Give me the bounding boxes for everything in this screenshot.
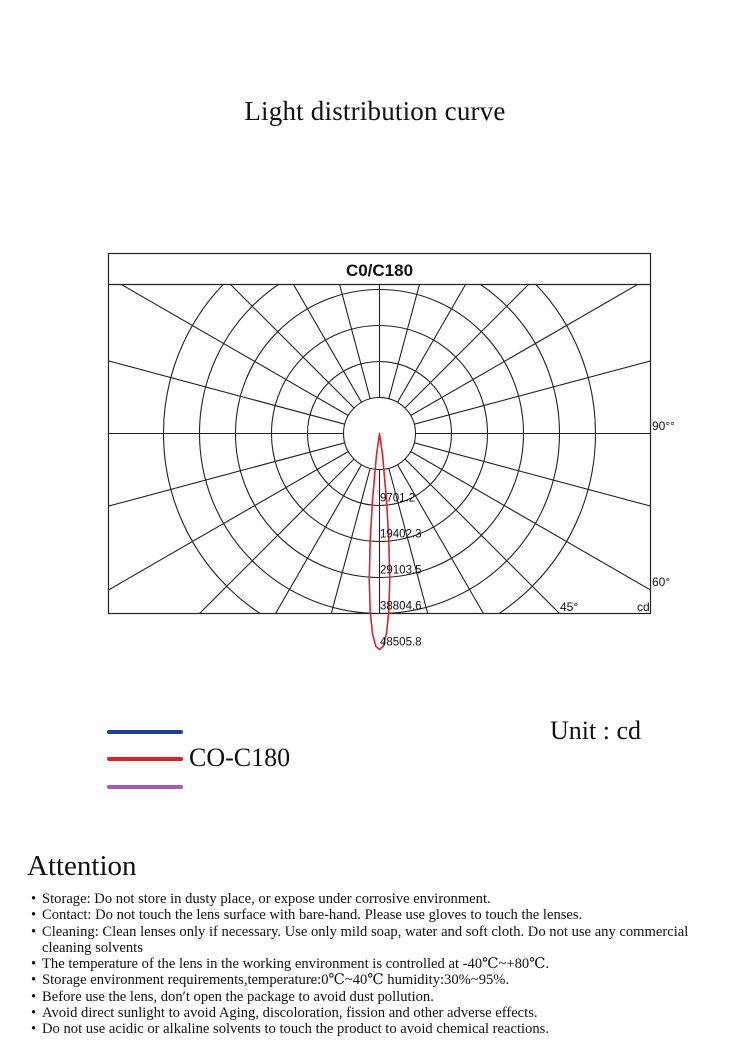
attention-list bbox=[31, 891, 731, 1038]
grid-spoke bbox=[0, 0, 354, 408]
grid-spoke bbox=[0, 443, 345, 641]
attention-item-temperature: • The temperature of the lens in the working environment is controlled at -40℃~+80℃. bbox=[31, 956, 731, 972]
attention-item-storage-environment: • Storage environment requirements,temperature:0℃~40℃ humidity:30%~95%. bbox=[31, 972, 731, 988]
plane-label: C0/C180 bbox=[345, 261, 414, 280]
legend-label: CO-C180 bbox=[189, 743, 291, 772]
grid-spoke bbox=[414, 226, 750, 424]
attention-item-contact: • Contact: Do not touch the lens surface with bare-hand. Please use gloves to touch the lenses. bbox=[31, 907, 731, 923]
attention-item-package: • Before use the lens, don′t open the package to avoid dust pollution. bbox=[31, 989, 731, 1005]
legend-line-red bbox=[107, 757, 183, 761]
legend-line-purple bbox=[107, 785, 183, 789]
grid-spoke bbox=[0, 0, 362, 402]
grid-spoke bbox=[411, 34, 750, 416]
grid-spoke bbox=[0, 226, 345, 424]
grid-spoke bbox=[414, 443, 750, 641]
grid-spoke bbox=[398, 0, 750, 402]
unit-label: Unit : cd bbox=[550, 716, 641, 745]
grid-spoke bbox=[411, 452, 750, 834]
chart-unit-label: cd bbox=[637, 600, 650, 614]
attention-item-storage: • Storage: Do not store in dusty place, or expose under corrosive environment. bbox=[31, 891, 731, 907]
radial-tick-label: 29103.5 bbox=[380, 564, 422, 577]
radial-tick-label: 38804.6 bbox=[380, 600, 422, 613]
radial-tick-label: 9701.2 bbox=[380, 492, 416, 505]
radial-tick-label: 48505.8 bbox=[380, 636, 422, 649]
attention-item-solvents: • Do not use acidic or alkaline solvents to touch the product to avoid chemical reactions. bbox=[31, 1021, 731, 1037]
legend-line-blue bbox=[107, 730, 183, 734]
attention-item-sunlight: • Avoid direct sunlight to avoid Aging, discoloration, fission and other adverse effects. bbox=[31, 1005, 731, 1021]
page-title: Light distribution curve bbox=[244, 96, 506, 126]
angle-label: 60° bbox=[652, 575, 671, 589]
angle-label: 90°° bbox=[652, 419, 675, 433]
grid-spoke bbox=[0, 34, 348, 416]
grid-spoke bbox=[0, 452, 348, 834]
angle-label: 45° bbox=[560, 600, 579, 614]
radial-tick-label: 19402.3 bbox=[380, 528, 422, 541]
attention-heading: Attention bbox=[27, 850, 137, 882]
attention-item-cleaning: • Cleaning: Clean lenses only if necessary. Use only mild soap, water and soft cloth. Do not use any commercial cleaning solvents bbox=[31, 924, 731, 957]
